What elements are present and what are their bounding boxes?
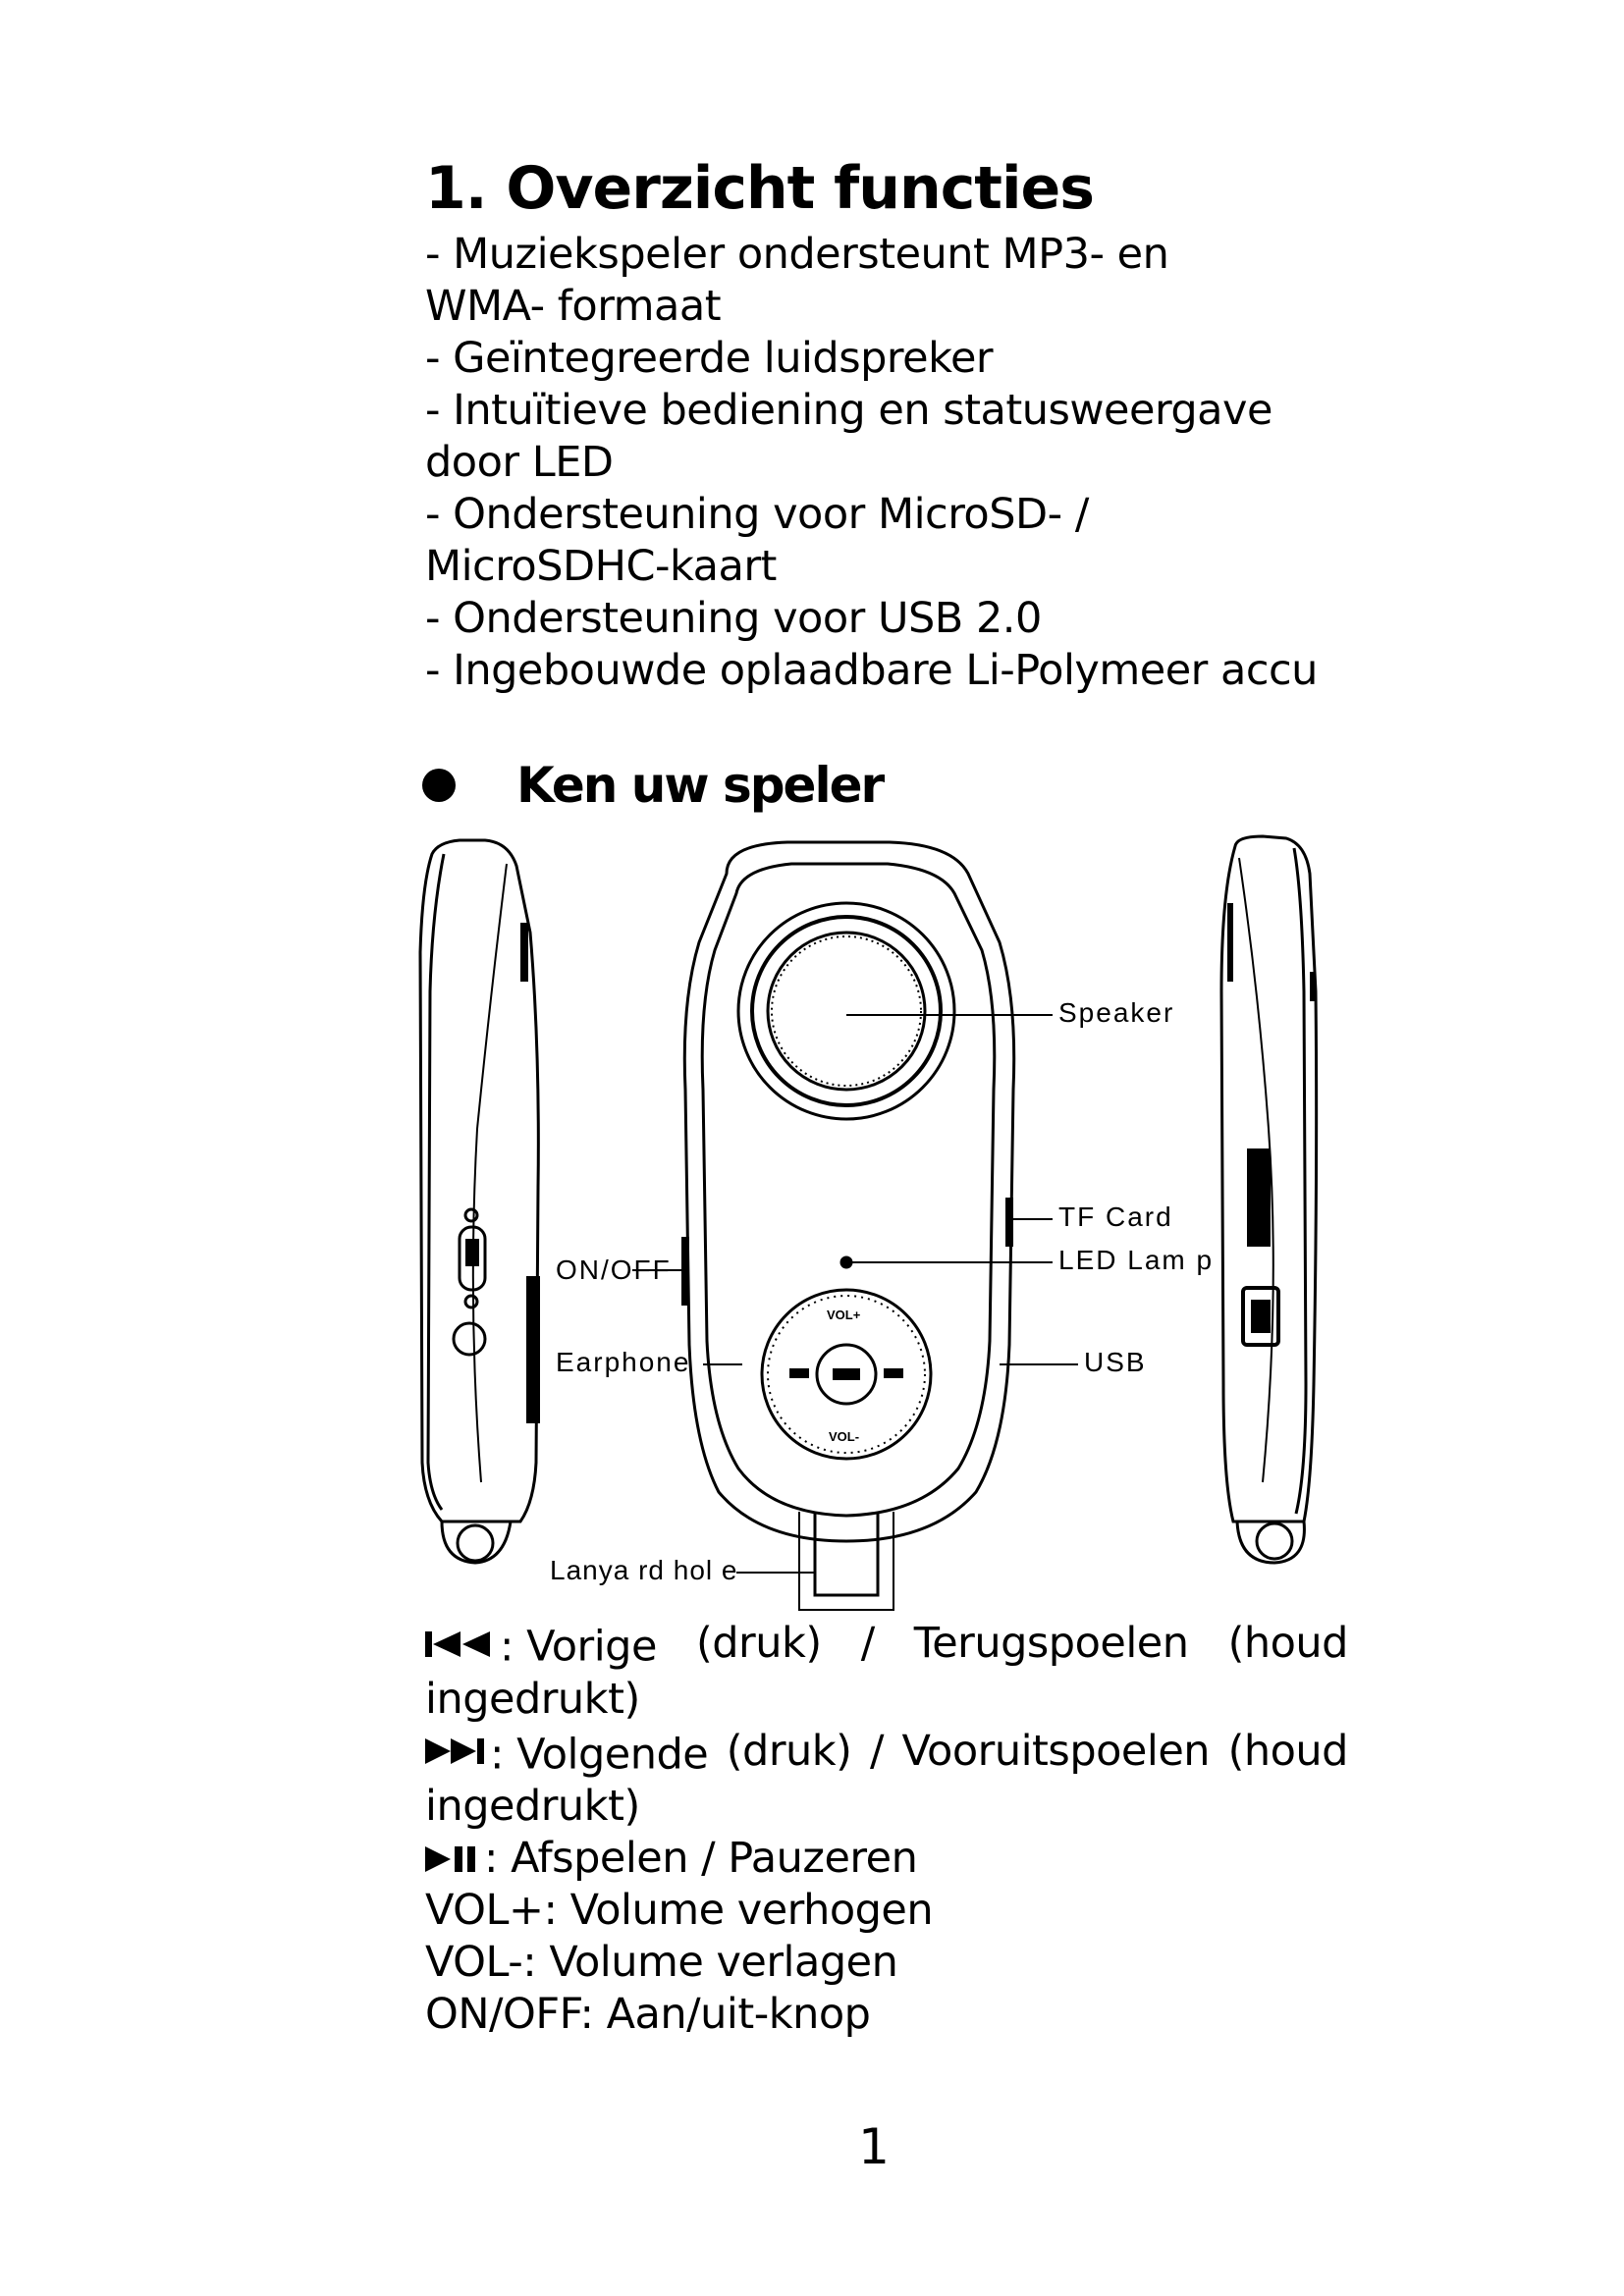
feature-line: - Ondersteuning voor USB 2.0: [425, 594, 1042, 643]
skip-forward-icon: [425, 1726, 486, 1778]
legend-prev-word: /: [860, 1619, 875, 1668]
page-number: 1: [858, 2118, 890, 2175]
feature-line: - Geïntegreerde luidspreker: [425, 334, 994, 383]
tf-card-label: TF Card: [1058, 1201, 1173, 1232]
usb-label: USB: [1084, 1347, 1147, 1377]
feature-line: door LED: [425, 438, 614, 487]
feature-line: - Intuïtieve bediening en statusweergave: [425, 386, 1272, 435]
legend-vol-down: VOL-: Volume verlagen: [425, 1938, 898, 1987]
legend-play-text: : Afspelen / Pauzeren: [484, 1834, 918, 1883]
led-lamp-label: LED Lam p: [1058, 1245, 1215, 1275]
button-legend: [425, 1618, 1348, 2041]
bullet-icon: [422, 769, 456, 802]
feature-line: - Ingebouwde oplaadbare Li-Polymeer accu: [425, 646, 1318, 695]
vol-minus-mark: VOL-: [829, 1429, 860, 1444]
legend-next-word: (druk): [726, 1726, 852, 1776]
feature-line: - Muziekspeler ondersteunt MP3- en: [425, 230, 1169, 279]
legend-next-word: Vooruitspoelen: [901, 1726, 1211, 1776]
player-diagram: [403, 834, 1365, 1620]
legend-next-word: /: [869, 1726, 884, 1776]
play-pause-icon: [425, 1833, 480, 1885]
feature-list: [425, 229, 1318, 697]
legend-prev-word: (houd: [1227, 1619, 1348, 1668]
lanyard-hole-label: Lanya rd hol e: [550, 1555, 738, 1585]
legend-prev-row: [425, 1618, 1348, 1674]
player-left-side-view: [420, 840, 540, 1563]
legend-prev-continuation: ingedrukt): [425, 1674, 640, 1724]
player-front-view: [681, 842, 1014, 1610]
legend-next-row: [425, 1726, 1348, 1782]
legend-prev-word: : Vorige: [500, 1622, 657, 1672]
legend-next-continuation: ingedrukt): [425, 1782, 640, 1831]
speaker-label: Speaker: [1058, 997, 1175, 1028]
legend-prev-word: (druk): [695, 1619, 822, 1668]
on-off-label: ON/OFF: [556, 1255, 672, 1285]
section-title: Ken uw speler: [516, 757, 884, 814]
vol-plus-mark: VOL+: [827, 1308, 861, 1322]
skip-back-icon: [425, 1618, 496, 1670]
legend-next-word: (houd: [1227, 1726, 1348, 1776]
legend-play-row: [425, 1833, 1348, 1885]
feature-line: WMA- formaat: [425, 282, 722, 331]
legend-vol-up: VOL+: Volume verhogen: [425, 1886, 934, 1935]
earphone-label: Earphone: [556, 1347, 691, 1377]
legend-prev-word: Terugspoelen: [913, 1619, 1189, 1668]
feature-line: MicroSDHC-kaart: [425, 542, 777, 591]
legend-on-off: ON/OFF: Aan/uit-knop: [425, 1990, 871, 2039]
legend-next-word: : Volgende: [490, 1730, 709, 1779]
section-heading: [422, 746, 883, 825]
feature-line: - Ondersteuning voor MicroSD- /: [425, 490, 1089, 539]
player-right-side-view: [1221, 836, 1317, 1563]
page-title: 1. Overzicht functies: [425, 154, 1094, 223]
